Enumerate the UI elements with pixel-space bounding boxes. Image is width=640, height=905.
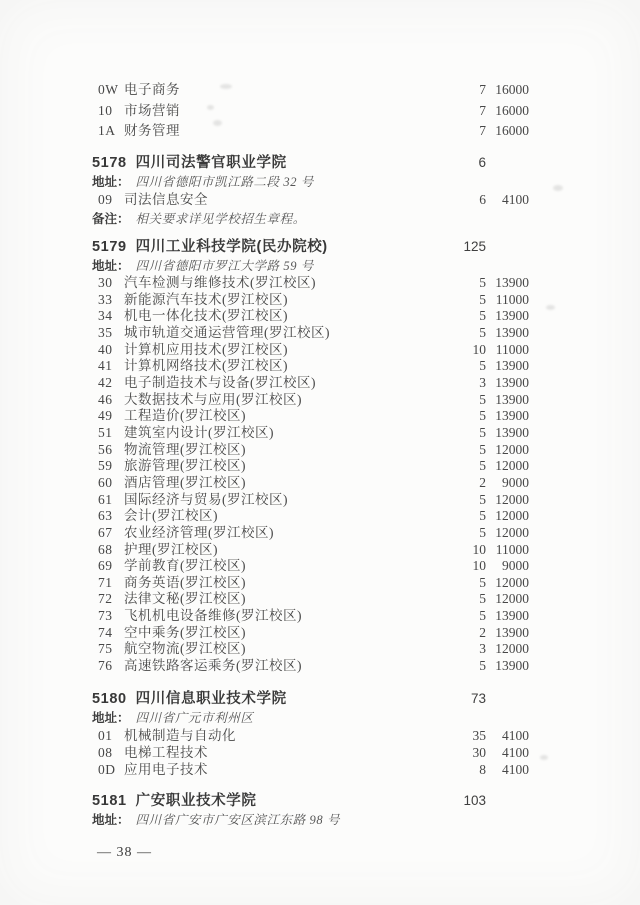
program-row xyxy=(92,325,529,342)
program-quota: 3 xyxy=(479,374,486,390)
scan-noise xyxy=(553,185,563,191)
program-name: 电子商务 xyxy=(124,82,180,97)
program-code: 30 xyxy=(98,275,113,290)
program-row xyxy=(92,308,529,325)
program-quota: 10 xyxy=(472,558,486,574)
program-code: 40 xyxy=(98,341,113,357)
program-name: 物流管理(罗江校区) xyxy=(124,441,246,457)
program-row xyxy=(92,575,529,592)
program-quota: 6 xyxy=(479,192,486,207)
school-total-quota: 6 xyxy=(478,154,486,170)
program-row xyxy=(92,744,529,761)
program-quota: 7 xyxy=(479,123,486,138)
address-label: 地址： xyxy=(92,174,130,189)
program-quota: 5 xyxy=(479,358,486,374)
note-value: 相关要求详见学校招生章程。 xyxy=(135,211,306,226)
program-quota: 10 xyxy=(472,341,486,357)
program-name: 法律文秘(罗江校区) xyxy=(124,591,246,607)
program-code: 49 xyxy=(98,408,113,424)
school-section xyxy=(92,237,529,675)
program-code: 75 xyxy=(98,641,113,657)
program-quota: 5 xyxy=(479,291,486,307)
program-name: 高速铁路客运乘务(罗江校区) xyxy=(124,658,302,674)
program-name: 机电一体化技术(罗江校区) xyxy=(124,308,288,324)
program-fee: 16000 xyxy=(495,102,529,118)
program-code: 42 xyxy=(98,374,113,390)
program-name: 航空物流(罗江校区) xyxy=(124,641,246,657)
address-line xyxy=(92,173,529,192)
document-body xyxy=(92,80,529,829)
school-section xyxy=(92,80,529,142)
program-code: 69 xyxy=(98,558,113,574)
program-code: 08 xyxy=(98,744,113,760)
program-fee: 11000 xyxy=(495,541,529,557)
school-header xyxy=(92,689,529,709)
program-fee: 4100 xyxy=(502,744,529,760)
school-section xyxy=(92,689,529,779)
program-fee: 13900 xyxy=(495,624,529,640)
program-fee: 4100 xyxy=(502,727,529,743)
address-line xyxy=(92,811,529,829)
scan-noise xyxy=(546,305,555,310)
program-list xyxy=(92,191,529,210)
school-total-quota: 73 xyxy=(470,690,486,706)
program-row xyxy=(92,458,529,475)
program-code: 41 xyxy=(98,358,113,374)
program-name: 护理(罗江校区) xyxy=(124,541,218,557)
program-fee: 12000 xyxy=(495,524,529,540)
program-quota: 5 xyxy=(479,424,486,440)
program-fee: 12000 xyxy=(495,574,529,590)
program-fee: 13900 xyxy=(495,308,529,324)
program-fee: 11000 xyxy=(495,291,529,307)
program-quota: 10 xyxy=(472,541,486,557)
school-name: 广安职业技术学院 xyxy=(135,793,257,810)
address-label: 地址： xyxy=(92,813,130,828)
school-section xyxy=(92,153,529,229)
program-code: 51 xyxy=(98,424,113,440)
program-code: 71 xyxy=(98,574,113,590)
program-quota: 7 xyxy=(479,102,486,118)
program-fee: 16000 xyxy=(495,123,529,138)
program-code: 63 xyxy=(98,508,113,524)
note-line xyxy=(92,210,529,229)
program-list xyxy=(92,275,529,675)
program-fee: 9000 xyxy=(502,474,529,490)
program-row xyxy=(92,658,529,675)
program-code: 34 xyxy=(98,308,113,324)
program-quota: 7 xyxy=(479,82,486,97)
program-fee: 13900 xyxy=(495,324,529,340)
program-name: 电梯工程技术 xyxy=(124,744,208,760)
program-code: 61 xyxy=(98,491,113,507)
program-fee: 4100 xyxy=(502,192,529,207)
program-code: 46 xyxy=(98,391,113,407)
program-fee: 13900 xyxy=(495,424,529,440)
program-name: 会计(罗江校区) xyxy=(124,508,218,524)
program-code: 01 xyxy=(98,727,113,743)
program-row xyxy=(92,641,529,658)
program-fee: 12000 xyxy=(495,441,529,457)
program-list xyxy=(92,727,529,779)
program-quota: 5 xyxy=(479,524,486,540)
school-code: 5178 xyxy=(92,154,127,171)
program-name: 大数据技术与应用(罗江校区) xyxy=(124,391,302,407)
program-quota: 30 xyxy=(472,744,486,760)
program-name: 计算机应用技术(罗江校区) xyxy=(124,341,288,357)
school-name: 四川工业科技学院(民办院校) xyxy=(135,239,328,255)
program-row xyxy=(92,608,529,625)
school-name: 四川信息职业技术学院 xyxy=(135,690,287,707)
program-code: 59 xyxy=(98,458,113,474)
scan-noise xyxy=(220,84,232,89)
program-name: 建筑室内设计(罗江校区) xyxy=(124,424,274,440)
program-quota: 5 xyxy=(479,308,486,324)
program-name: 汽车检测与维修技术(罗江校区) xyxy=(124,275,316,290)
program-code: 76 xyxy=(98,658,113,674)
program-fee: 13900 xyxy=(495,608,529,624)
address-value: 四川省广安市广安区滨江东路 98 号 xyxy=(135,813,341,828)
program-fee: 12000 xyxy=(495,591,529,607)
program-code: 67 xyxy=(98,524,113,540)
program-row xyxy=(92,558,529,575)
program-row xyxy=(92,525,529,542)
program-fee: 13900 xyxy=(495,658,529,674)
program-fee: 13900 xyxy=(495,358,529,374)
program-quota: 35 xyxy=(472,727,486,743)
program-name: 城市轨道交通运营管理(罗江校区) xyxy=(124,324,330,340)
address-value: 四川省广元市利州区 xyxy=(135,710,254,725)
school-code: 5181 xyxy=(92,793,127,810)
school-header xyxy=(92,237,529,257)
program-row xyxy=(92,761,529,778)
program-name: 国际经济与贸易(罗江校区) xyxy=(124,491,288,507)
program-row xyxy=(92,508,529,525)
program-fee: 12000 xyxy=(495,641,529,657)
note-label: 备注： xyxy=(92,211,130,226)
program-code: 72 xyxy=(98,591,113,607)
program-code: 35 xyxy=(98,324,113,340)
program-quota: 2 xyxy=(479,474,486,490)
address-label: 地址： xyxy=(92,710,130,725)
program-code: 0D xyxy=(98,762,116,778)
program-quota: 3 xyxy=(479,641,486,657)
school-header xyxy=(92,791,529,811)
program-name: 计算机网络技术(罗江校区) xyxy=(124,358,288,374)
program-code: 73 xyxy=(98,608,113,624)
program-code: 33 xyxy=(98,291,113,307)
scan-noise xyxy=(540,755,548,760)
program-fee: 4100 xyxy=(502,762,529,778)
scan-noise xyxy=(207,105,214,110)
program-fee: 13900 xyxy=(495,408,529,424)
program-code: 0W xyxy=(98,82,119,97)
school-code: 5180 xyxy=(92,690,127,707)
program-name: 商务英语(罗江校区) xyxy=(124,574,246,590)
program-name: 工程造价(罗江校区) xyxy=(124,408,246,424)
program-fee: 12000 xyxy=(495,508,529,524)
program-row xyxy=(92,292,529,309)
program-quota: 2 xyxy=(479,624,486,640)
program-row xyxy=(92,625,529,642)
program-fee: 12000 xyxy=(495,458,529,474)
program-row xyxy=(92,408,529,425)
program-quota: 5 xyxy=(479,574,486,590)
program-code: 60 xyxy=(98,474,113,490)
address-label: 地址： xyxy=(92,259,130,273)
program-row xyxy=(92,101,529,122)
program-name: 电子制造技术与设备(罗江校区) xyxy=(124,374,316,390)
school-code: 5179 xyxy=(92,239,127,255)
program-quota: 5 xyxy=(479,491,486,507)
program-quota: 5 xyxy=(479,591,486,607)
page-number: — 38 — xyxy=(97,845,152,860)
program-name: 机械制造与自动化 xyxy=(124,727,236,743)
program-row xyxy=(92,591,529,608)
program-fee: 12000 xyxy=(495,491,529,507)
program-code: 56 xyxy=(98,441,113,457)
scan-noise xyxy=(213,120,222,126)
program-name: 学前教育(罗江校区) xyxy=(124,558,246,574)
program-code: 74 xyxy=(98,624,113,640)
school-header xyxy=(92,153,529,173)
program-quota: 5 xyxy=(479,408,486,424)
program-row xyxy=(92,342,529,359)
program-row xyxy=(92,492,529,509)
program-code: 68 xyxy=(98,541,113,557)
address-value: 四川省德阳市凯江路二段 32 号 xyxy=(135,174,314,189)
program-row xyxy=(92,358,529,375)
program-name: 旅游管理(罗江校区) xyxy=(124,458,246,474)
program-row xyxy=(92,392,529,409)
program-quota: 5 xyxy=(479,608,486,624)
program-name: 空中乘务(罗江校区) xyxy=(124,624,246,640)
program-name: 司法信息安全 xyxy=(124,192,208,207)
program-row xyxy=(92,442,529,459)
program-row xyxy=(92,375,529,392)
school-name: 四川司法警官职业学院 xyxy=(135,154,287,171)
program-row xyxy=(92,475,529,492)
school-total-quota: 103 xyxy=(463,793,486,809)
program-quota: 5 xyxy=(479,658,486,674)
program-code: 09 xyxy=(98,192,113,207)
program-fee: 9000 xyxy=(502,558,529,574)
program-fee: 13900 xyxy=(495,374,529,390)
program-row xyxy=(92,80,529,101)
program-code: 10 xyxy=(98,102,113,118)
program-name: 农业经济管理(罗江校区) xyxy=(124,524,274,540)
program-fee: 13900 xyxy=(495,275,529,290)
program-list xyxy=(92,80,529,142)
program-name: 财务管理 xyxy=(124,123,180,138)
program-name: 新能源汽车技术(罗江校区) xyxy=(124,291,288,307)
program-quota: 5 xyxy=(479,441,486,457)
program-name: 市场营销 xyxy=(124,102,180,118)
program-fee: 11000 xyxy=(495,341,529,357)
program-quota: 5 xyxy=(479,391,486,407)
program-name: 应用电子技术 xyxy=(124,762,208,778)
program-row xyxy=(92,275,529,292)
program-fee: 16000 xyxy=(495,82,529,97)
program-quota: 5 xyxy=(479,458,486,474)
program-row xyxy=(92,425,529,442)
address-value: 四川省德阳市罗江大学路 59 号 xyxy=(135,259,314,273)
program-quota: 5 xyxy=(479,275,486,290)
address-line xyxy=(92,709,529,727)
program-fee: 13900 xyxy=(495,391,529,407)
program-row xyxy=(92,121,529,142)
school-section xyxy=(92,791,529,829)
program-quota: 5 xyxy=(479,324,486,340)
program-row xyxy=(92,727,529,744)
program-row xyxy=(92,542,529,559)
program-row xyxy=(92,191,529,210)
program-quota: 5 xyxy=(479,508,486,524)
program-quota: 8 xyxy=(479,762,486,778)
program-code: 1A xyxy=(98,123,116,138)
program-name: 酒店管理(罗江校区) xyxy=(124,474,246,490)
address-line xyxy=(92,257,529,275)
school-total-quota: 125 xyxy=(463,239,486,254)
program-name: 飞机机电设备维修(罗江校区) xyxy=(124,608,302,624)
